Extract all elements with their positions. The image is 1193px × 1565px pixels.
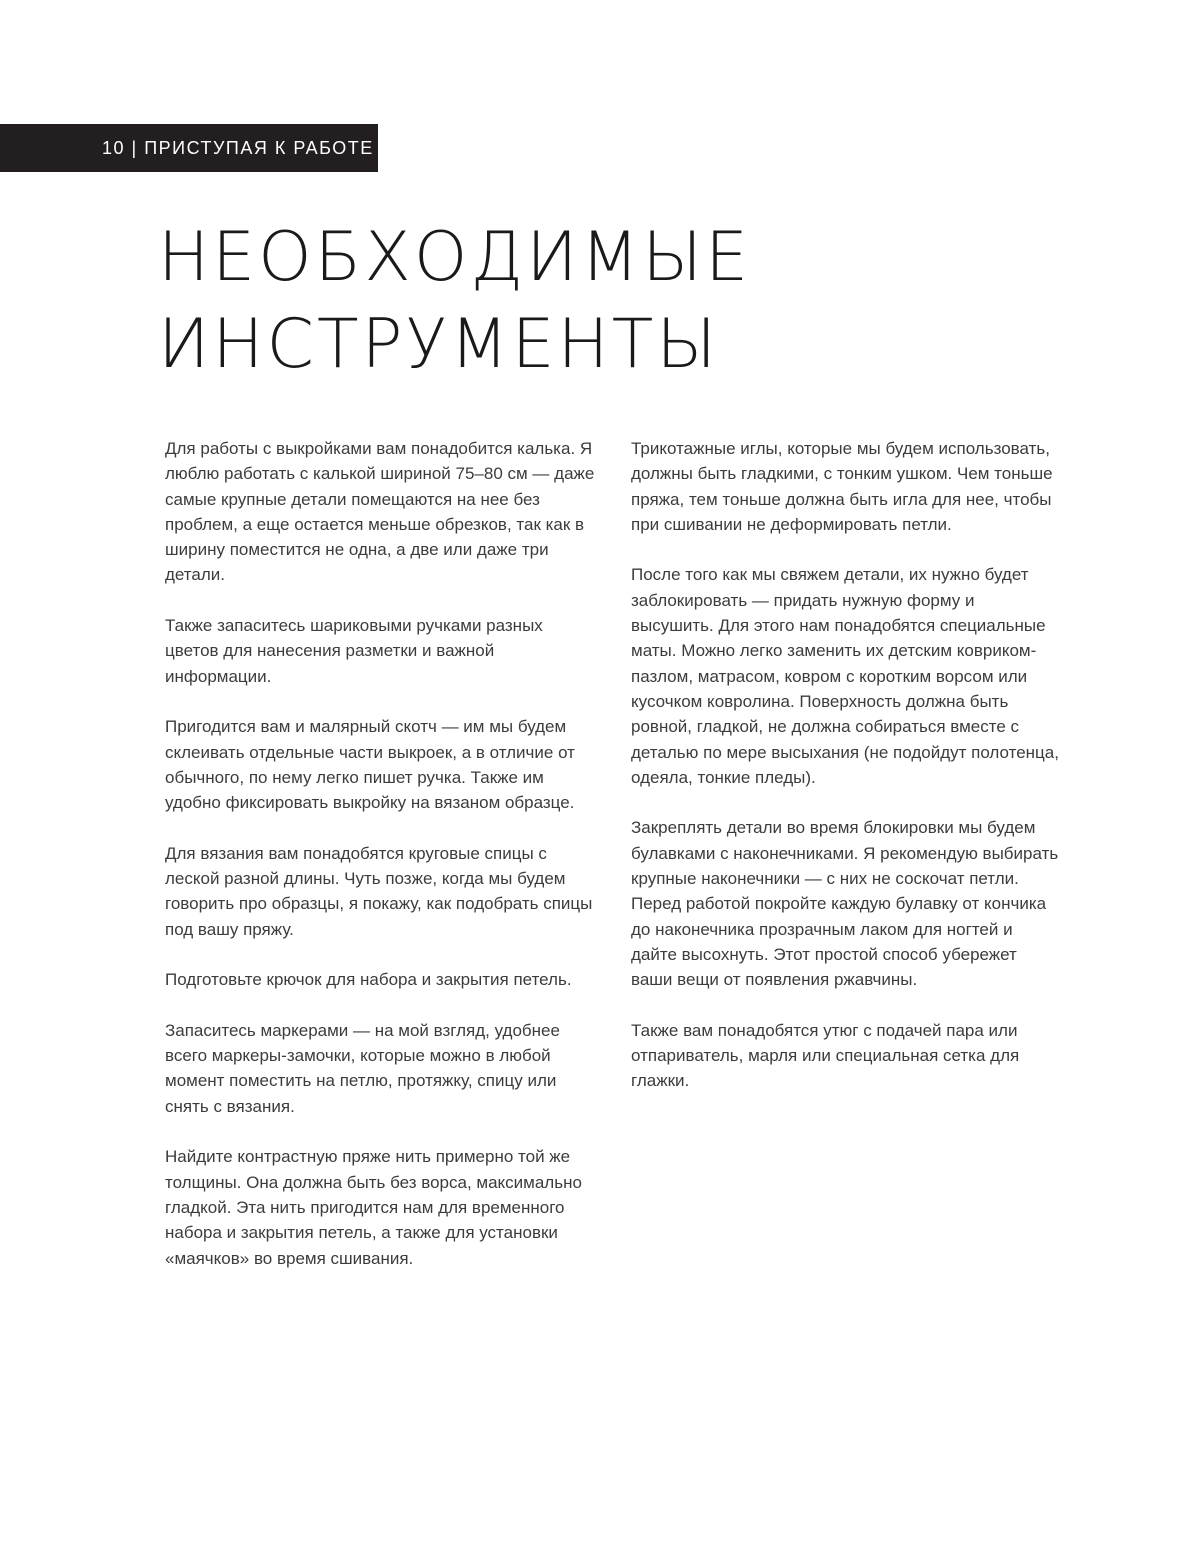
paragraph: Найдите контрастную пряже нить примерно той же толщины. Она должна быть без ворса, максимально гладкой. Эта нить пригодится нам для временного набора и закрытия петель, а также для установки «маячков» во время сшивания. xyxy=(165,1147,582,1268)
right-text-column xyxy=(631,436,1061,1119)
left-text-column xyxy=(165,436,595,1296)
paragraph: Запаситесь маркерами — на мой взгляд, удобнее всего маркеры-замочки, которые можно в любой момент поместить на петлю, протяжку, спицу или снять с вязания. xyxy=(165,1020,560,1116)
paragraph: Пригодится вам и малярный скотч — им мы будем склеивать отдельные части выкроек, а в отличие от обычного, по нему легко пишет ручка. Также им удобно фиксировать выкройку на вязаном образце. xyxy=(165,717,575,813)
page-title xyxy=(158,214,751,388)
paragraph: После того как мы свяжем детали, их нужно будет заблокировать — придать нужную форму и высушить. Для этого нам понадобятся специальные маты. Можно легко заменить их детским ковриком-пазлом, матрасом, ковром с коротким ворсом или кусочком ковролина. Поверхность должна быть ровной, гладкой, не должна собираться вместе с деталью по мере высыхания (не подойдут полотенца, одеяла, тонкие пледы). xyxy=(631,565,1059,787)
page-title-line-1: НЕОБХОДИМЫЕ xyxy=(158,218,752,297)
paragraph: Трикотажные иглы, которые мы будем использовать, должны быть гладкими, с тонким ушком. Чем тоньше пряжа, тем тоньше должна быть игла для нее, чтобы при сшивании не деформировать петли. xyxy=(631,439,1053,534)
paragraph: Для вязания вам понадобятся круговые спицы с леской разной длины. Чуть позже, когда мы будем говорить про образцы, я покажу, как подобрать спицы под вашу пряжу. xyxy=(165,843,593,939)
paragraph: Также вам понадобятся утюг с подачей пара или отпариватель, марля или специальная сетка для глажки. xyxy=(631,1020,1020,1091)
paragraph: Подготовьте крючок для набора и закрытия петель. xyxy=(165,970,572,990)
paragraph: Закреплять детали во время блокировки мы будем булавками с наконечниками. Я рекомендую выбирать крупные наконечники — с них не соскочат петли. Перед работой покройте каждую булавку от кончика до наконечника прозрачным лаком для ногтей и дайте высохнуть. Этот простой способ убережет ваши вещи от появления ржавчины. xyxy=(631,818,1059,990)
paragraph: Также запаситесь шариковыми ручками разных цветов для нанесения разметки и важной информации. xyxy=(165,616,543,686)
paragraph: Для работы с выкройками вам понадобится калька. Я люблю работать с калькой шириной 75–80 см — даже самые крупные детали помещаются на нее без проблем, а еще остается меньше обрезков, так как в ширину поместится не одна, а две или даже три детали. xyxy=(165,439,595,585)
section-header-band xyxy=(0,124,378,172)
page-title-line-2: ИНСТРУМЕНТЫ xyxy=(158,305,720,384)
section-header-text: 10 | ПРИСТУПАЯ К РАБОТЕ xyxy=(102,137,374,158)
